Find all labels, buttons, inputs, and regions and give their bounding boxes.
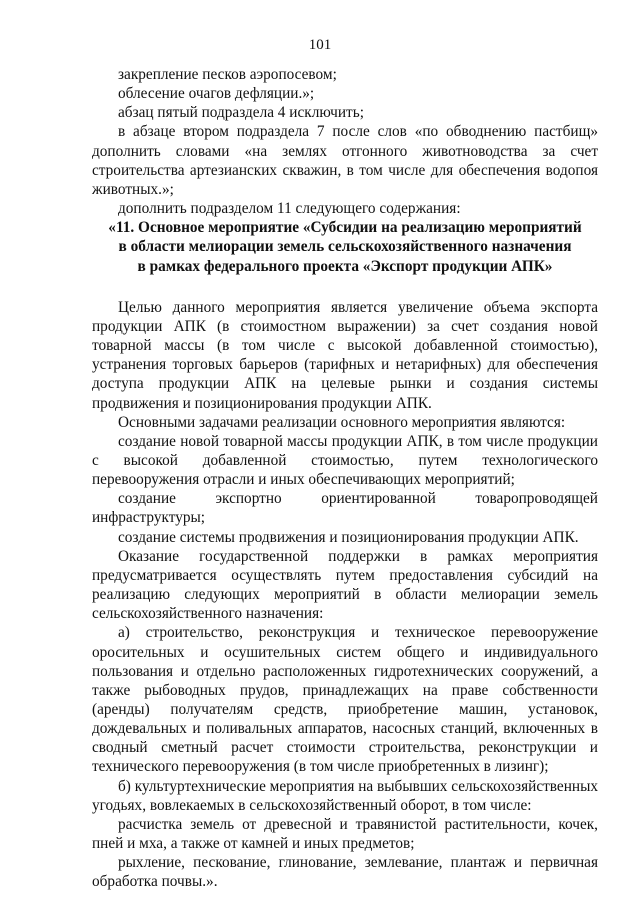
section-heading-line-2: в области мелиорации земель сельскохозяйственного назначения (118, 238, 572, 256)
section-paragraph-3: создание новой товарной массы продукции АПК, в том числе продукции с высокой добавленной стоимостью, путем технологического перевооружения отрасли и иных обеспечивающих мероприятий; (92, 432, 598, 489)
section-paragraph-4: создание экспортно ориентированной товаропроводящей инфраструктуры; (92, 490, 598, 527)
document-body (92, 65, 598, 892)
section-paragraph-7: а) строительство, реконструкция и техническое перевооружение оросительных и осушительных систем общего и индивидуального пользования и отдельно расположенных гидротехнических сооружений, а также рыбоводных прудов, принадлежащих на праве собственности (аренды) получателям средств, приобретение машин, установок, дождевальных и поливальных аппаратов, насосных станций, включенных в сводный сметный расчет стоимости строительства, реконструкции и технического перевооружения (в том числе приобретенных в лизинг); (92, 624, 598, 776)
section-paragraph-9: расчистка земель от древесной и травянистой растительности, кочек, пней и мха, а также от камней и иных предметов; (92, 815, 598, 853)
page-number: 101 (308, 37, 332, 53)
section-paragraph-2: Основными задачами реализации основного мероприятия являются: (118, 413, 566, 431)
section-heading-line-3: в рамках федерального проекта «Экспорт продукции АПК» (137, 257, 553, 275)
heading-spacer (92, 276, 598, 298)
section-heading (92, 218, 598, 275)
section-paragraph-8: б) культуртехнические мероприятия на выбывших сельскохозяйственных угодьях, вовлекаемых в сельскохозяйственный оборот, в том числе: (92, 777, 599, 814)
section-paragraph-5: создание системы продвижения и позиционирования продукции АПК. (118, 528, 579, 546)
intro-paragraph-1: закрепление песков аэропосевом; (118, 66, 337, 83)
section-heading-line-1: «11. Основное мероприятие «Субсидии на реализацию мероприятий (108, 219, 582, 237)
section-paragraph-1: Целью данного мероприятия является увеличение объема экспорта продукции АПК (в стоимостном выражении) за счет создания новой товарной массы (в том числе с высокой добавленной стоимостью), устранения торговых барьеров (тарифных и нетарифных) для обеспечения доступа продукции АПК на целевые рынки и создания системы продвижения и позиционирования продукции АПК. (92, 298, 598, 412)
intro-paragraph-5: дополнить подразделом 11 следующего содержания: (118, 200, 461, 218)
section-paragraph-10: рыхление, пескование, глинование, землевание, плантаж и первичная обработка почвы.». (92, 854, 598, 891)
intro-paragraph-4: в абзаце втором подраздела 7 после слов «по обводнению пастбищ» дополнить словами «на землях отгонного животноводства за счет строительства артезианских скважин, в том числе для обеспечения водопоя животных.»; (92, 123, 598, 198)
section-paragraph-6: Оказание государственной поддержки в рамках мероприятия предусматривается осуществлять путем предоставления субсидий на реализацию следующих мероприятий в области мелиорации земель сельскохозяйственного назначения: (92, 547, 598, 623)
intro-paragraph-2: облесение очагов дефляции.»; (118, 85, 315, 103)
intro-paragraph-3: абзац пятый подраздела 4 исключить; (118, 104, 364, 122)
